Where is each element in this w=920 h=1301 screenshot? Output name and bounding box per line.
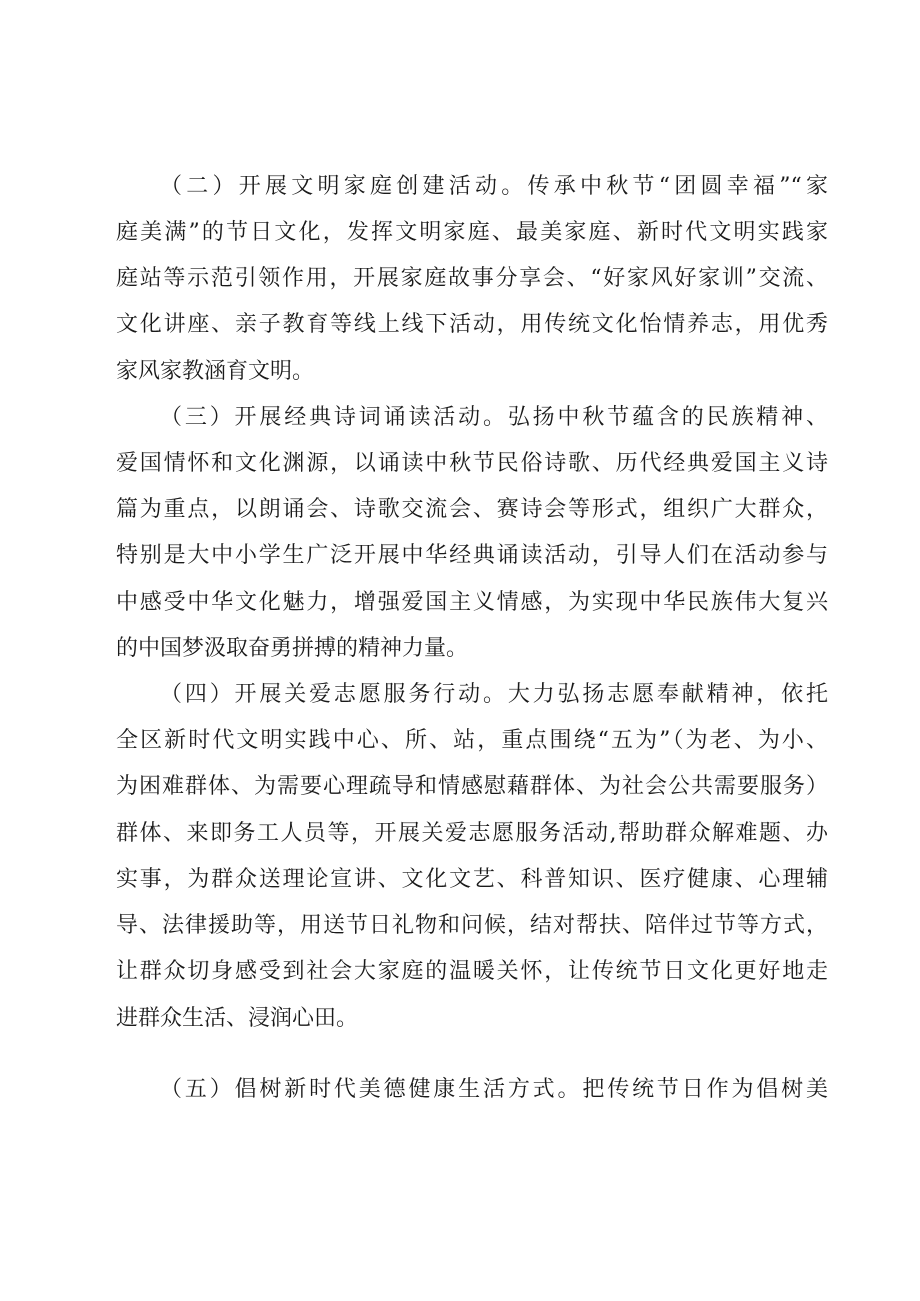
paragraph-4-line-7: 让群众切身感受到社会大家庭的温暖关怀，让传统节日文化更好地走	[116, 959, 828, 984]
paragraph-3-line-3: 篇为重点，以朗诵会、诗歌交流会、赛诗会等形式，组织广大群众，	[116, 497, 828, 522]
paragraph-2-line-4: 文化讲座、亲子教育等线上线下活动，用传统文化怡情养志，用优秀	[116, 312, 828, 337]
paragraph-4-line-6: 导、法律援助等，用送节日礼物和问候，结对帮扶、陪伴过节等方式，	[116, 913, 828, 938]
paragraph-3-line-6: 的中国梦汲取奋勇拼搏的精神力量。	[116, 636, 469, 661]
paragraph-2-line-1: （二）开展文明家庭创建活动。传承中秋节“团圆幸福”“家	[160, 174, 828, 199]
paragraph-3-line-4: 特别是大中小学生广泛开展中华经典诵读活动，引导人们在活动参与	[116, 543, 828, 568]
paragraph-4-line-8: 进群众生活、浸润心田。	[116, 1006, 359, 1031]
paragraph-4-line-4: 群体、来即务工人员等，开展关爱志愿服务活动,帮助群众解难题、办	[116, 821, 828, 846]
paragraph-3-line-2: 爱国情怀和文化渊源，以诵读中秋节民俗诗歌、历代经典爱国主义诗	[116, 451, 828, 476]
paragraph-2-line-5: 家风家教涵育文明。	[116, 359, 315, 384]
paragraph-4-line-5: 实事，为群众送理论宣讲、文化文艺、科普知识、医疗健康、心理辅	[116, 867, 828, 892]
paragraph-4-line-3: 为困难群体、为需要心理疏导和情感慰藉群体、为社会公共需要服务）	[116, 774, 828, 799]
paragraph-2-line-3: 庭站等示范引领作用，开展家庭故事分享会、“好家风好家训”交流、	[116, 266, 828, 291]
paragraph-3-line-1: （三）开展经典诗词诵读活动。弘扬中秋节蕴含的民族精神、	[160, 405, 828, 430]
paragraph-2-line-2: 庭美满”的节日文化，发挥文明家庭、最美家庭、新时代文明实践家	[116, 220, 828, 245]
paragraph-5-line-1: （五）倡树新时代美德健康生活方式。把传统节日作为倡树美	[160, 1077, 828, 1102]
paragraph-3-line-5: 中感受中华文化魅力，增强爱国主义情感，为实现中华民族伟大复兴	[116, 590, 828, 615]
paragraph-4-line-2: 全区新时代文明实践中心、所、站，重点围绕“五为”（为老、为小、	[116, 728, 828, 753]
paragraph-4-line-1: （四）开展关爱志愿服务行动。大力弘扬志愿奉献精神，依托	[160, 682, 828, 707]
